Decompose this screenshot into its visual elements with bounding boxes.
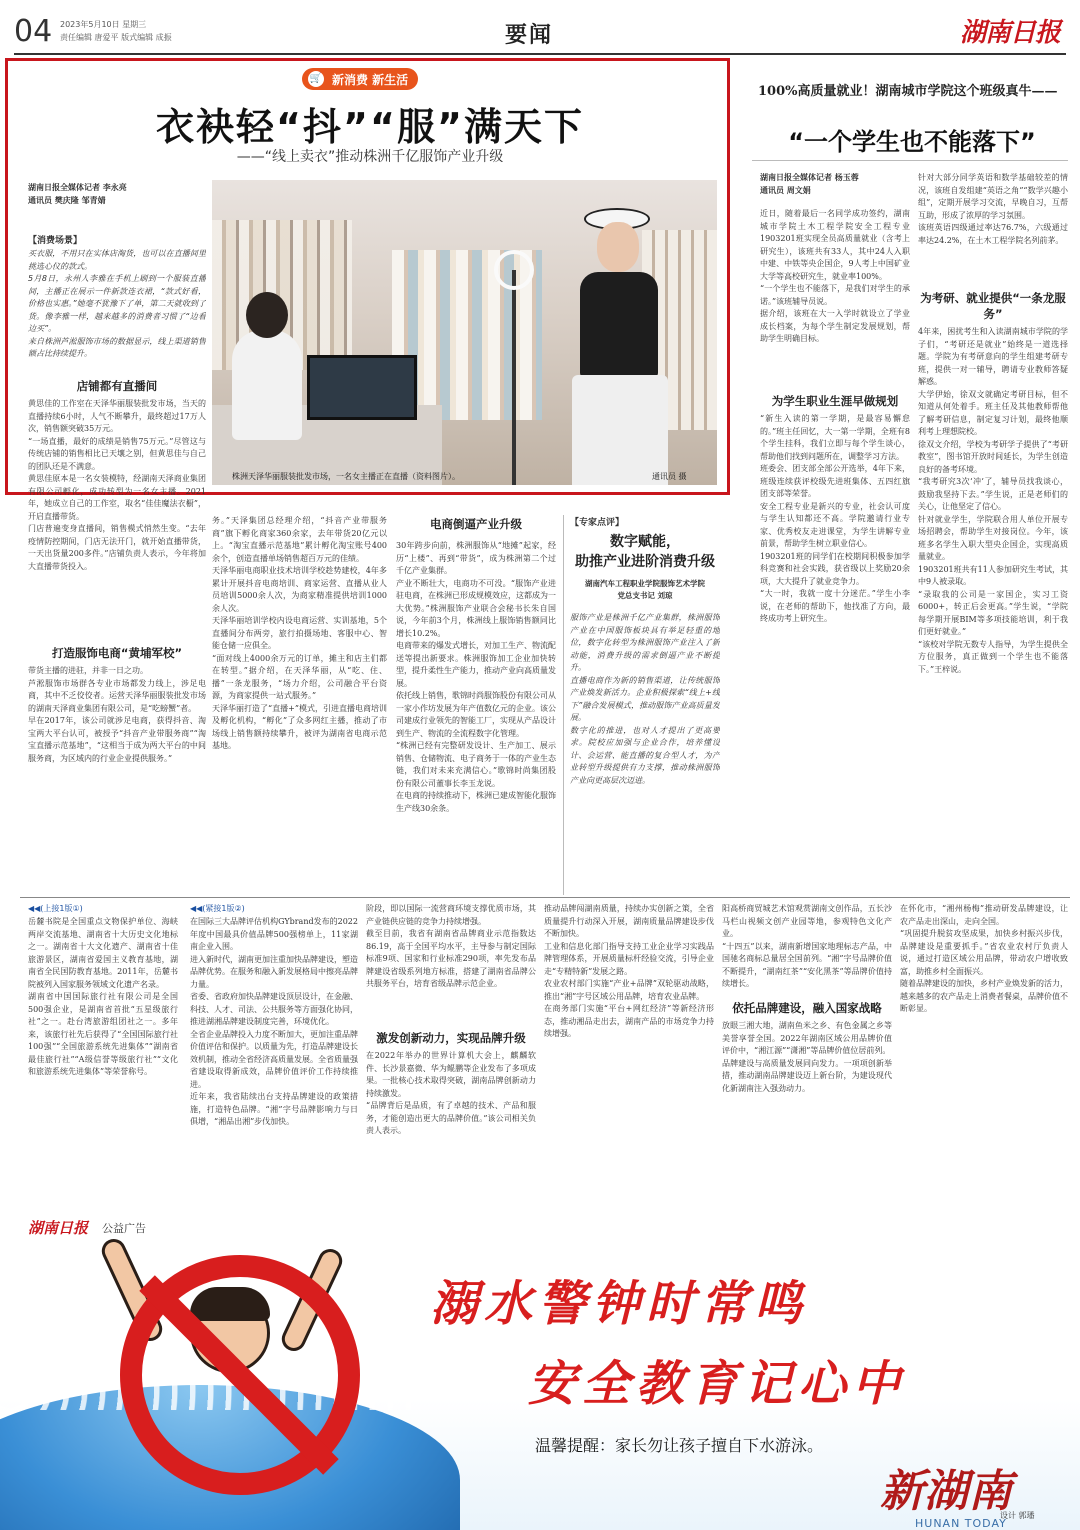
- psa-slogan-2: 安全教育记心中: [528, 1356, 907, 1412]
- lower-col5b: 放眼三湘大地，湖南鱼米之乡、有色金属之乡等美誉享誉全国。2022年湖南区域公用品牌价值评价中，“湘江源”“潇湘”等品牌价值位居前列。 品牌建设与高质量发展同向发力。一项项创新举措，推动湖南品牌建设迈上新台阶，为建设现代化新湖南注入强劲动力。: [722, 1021, 892, 1093]
- paper-logo: 湖南日报: [960, 18, 1061, 48]
- feature-tag: 🛒 新消费 新生活: [302, 68, 418, 90]
- lower-col1: 岳麓书院是全国重点文物保护单位、海峡两岸交流基地、湖南省十大历史文化地标之一。湖南省十大文化遗产、湖南省十佳旅游景区，湖南省爱国主义教育基地，湖南省全民国防教育基地。2011年，岳麓书院被列入国家服务领域文化遗产名录。 湖南省中国国际旅行社有限公司是全国500强企业，是湖南省首批“五星级旅行社”之一。赴台湾旅游组团社之一。多年来，该旅行社先后获得了“全国国际旅行社100强”“全国旅游系统先进集体”“湖南省最佳旅行社”“A级信誉等级旅行社”“文化和旅游系统先进集体”等荣誉称号。: [28, 917, 178, 1076]
- lower-col3b: 在2022年举办的世界计算机大会上，麒麟软件、长沙景嘉微、华为鲲鹏等企业发布了多项成果。一批核心技术取得突破，湖南品牌创新动力持续激发。 “品牌背后是品质，有了卓越的技术、产品和服务，才能创造出更大的品牌价值。”该公司相关负责人表示。: [366, 1051, 536, 1135]
- right-colB: 针对大部分同学英语和数学基础较差的情况，该班自发组建“英语之角”“数学兴趣小组”，定期开展学习交流，早晚自习，互帮互助，形成了浓厚的学习氛围。 该班英语四级通过率达76.7%，六级通过率达24.2%，在土木工程学院名列前茅。: [918, 173, 1068, 245]
- psa-ad: [0, 1205, 1080, 1530]
- subhead-stores-live: 店铺都有直播间: [76, 379, 158, 393]
- feature-col3: 30年跨步向前，株洲服饰从“地摊”起家，经历“上楼”、再到“带货”，成为株洲第二个过千亿产业集群。 产业不断壮大，电商功不可没。“服饰产业进驻电商，在株洲已形成规模效应，这都成为一大优势。”株洲服饰产业联合会秘书长朱自国说，今年前3个月，株洲线上服饰销售额同比增长10.2%。 电商带来的爆发式增长，对加工生产、物流配送等提出新要求。株洲服饰加工企业加快转型，提升柔性生产能力，推动产业向高质量发展。 依托线上销售，歌锦时尚服饰股份有限公司从一家小作坊发展为年产值数亿元的企业。该公司建成行业领先的智能工厂，实现从产品设计到生产、物流的全流程数字化管理。 “株洲已经有完整研发设计、生产加工、展示销售、仓储物流、电子商务于一体的产业生态链，我们对未来充满信心。”歌锦时尚集团股份有限公司董事长李玉龙说。 在电商的持续推动下，株洲已建成智能化服饰生产线30余条。: [396, 541, 556, 813]
- expert-title: 数字赋能， 助推产业进阶消费升级: [575, 534, 715, 570]
- photo-credit: 通讯员 摄: [652, 472, 687, 481]
- scene-head: 【消费场景】: [28, 236, 83, 246]
- subhead-innovation: 激发创新动力，实现品牌升级: [376, 1031, 526, 1045]
- editor-line: 责任编辑 唐爱平 版式编辑 成振: [60, 33, 172, 42]
- masthead: [0, 0, 1080, 56]
- expert-tag: 【专家点评】: [570, 518, 625, 528]
- lower-col4: 推动品牌闯湖南质量，持续办实创新之策，全省质量提升行动深入开展，湖南质量品牌建设步伐不断加快。 工业和信息化部门指导支持工业企业学习实践品牌管理体系，开展质量标杆经验交流，引导企业走“专精特新”发展之路。 农业农村部门实施“产业+品牌”双轮驱动战略，推出“湘”字号区域公用品牌，培育农业品牌。 在商务部门实施“平台+网红经济”等新经济形态，推动湘品走出去，湖南产品的市场竞争力持续增强。: [544, 904, 714, 1038]
- section-title: 要闻: [505, 23, 554, 48]
- date-line: 2023年5月10日 星期三: [60, 20, 147, 29]
- monitor: [307, 355, 417, 420]
- lower-col3: 阶段，即以国际一流营商环境支撑优质市场，其产业链供应链的竞争力持续增强。 截至目前，我省有湖南省品牌商业示范指数达86.19，高于全国平均水平，主导参与制定国际标准9项、国家和行业标准290项，率先发布品牌建设省级系列地方标准，搭建了湖南省品牌公共服务平台，培育省级品牌示范企业。: [366, 904, 536, 988]
- feature-photo: [212, 180, 717, 485]
- psa-brand: 湖南日报: [28, 1219, 89, 1237]
- psa-slogan-1: 溺水警钟时常鸣: [430, 1276, 809, 1332]
- psa-credit: 设计 郭璠: [1000, 1511, 1035, 1520]
- right-byline: 湖南日报全媒体记者 杨玉蓉 通讯员 周文娟: [760, 173, 859, 195]
- right-headline: “一个学生也不能落下”: [788, 128, 1036, 156]
- jump-line-2[interactable]: ◀◀(紧接1版②): [190, 904, 245, 913]
- right-colB2: 4年来，困扰考生和入读湖南城市学院的学子们，“考研还是就业”始终是一道选择题。学院为有考研意向的学生组建考研专班，提供一对一辅导，聘请专业教师答疑解惑。 大学伊始，徐双文就确定考研目标，但不知道从何处着手。班主任及其他教师帮他了解考研信息，制定复习计划，最终他顺利考上理想院校。 徐双文介绍，学校为考研学子提供了“考研教室”，图书馆开放时间延长，为学生创造良好的备考环境。 “我考研究3次‘冲’了，辅导员找我谈心，鼓励我坚持下去。”学生说，正是老师们的关心，让他坚定了信心。 针对就业学生，学院联合用人单位开展专场招聘会，帮助学生对接岗位。今年，该班多名学生入职大型央企国企，实现高质量就业。 1903201班共有11人参加研究生考试，其中9人被录取。 “录取我的公司是一家国企，实习工资6000+，转正后会更高。”学生说，“学院每学期开展BIM等多项技能培训，利于我们更好就业。” “该校对学院无数专人指导，为学生提供全方位服务，真正做到一个学生也不能落下。”王梓说。: [918, 327, 1068, 674]
- jump-line-1[interactable]: ◀◀(上接1版①): [28, 904, 83, 913]
- feature-col1: 黄思佳的工作室在天泽华丽服装批发市场，当天的直播持续6小时，人气不断攀升，最终超过17万人次，销售额突破35万元。 “一场直播，最好的成绩是销售75万元。”尽管这与传统店铺的销售相比已天壤之别，但黄思佳与自己的团队还是不满意。 黄思佳原本是一名女装模特，经湖南天泽商业集团有限公司孵化，成功转型为一名女主播。2021年，她成立自己的工作室，取名“佳佳魔法衣橱”，开启直播带货。 门店普遍变身直播间，销售模式悄然生变。“去年疫情防控期间，门店无法开门，就开始直播带货，一天出货量200多件。”店铺负责人表示，今年将加大直播带货投入。: [28, 399, 206, 571]
- streamer-head: [597, 222, 639, 272]
- xinhunan-logo: 新湖南: [880, 1466, 1012, 1517]
- expert-text: 服饰产业是株洲千亿产业集群，株洲服饰产业在中国服饰板块具有举足轻重的地位，数字化转型为株洲服饰产业注入了新动能，消费升级的需求倒逼产业不断提升。 直播电商作为新的销售渠道，让传统服饰产业焕发新活力。企业积极探索“线上+线下”融合发展模式，推动服饰产业高质量发展。 数字化的推进，也对人才提出了更高要求。院校应加强与企业合作，培养懂设计、会运营、能直播的复合型人才，为产业转型升级提供有力支撑，推动株洲服饰产业向更高层次迈进。: [570, 613, 720, 785]
- photo-caption: 株洲天泽华丽服装批发市场，一名女主播正在直播（资料图片）。: [232, 472, 460, 481]
- subhead-one-stop-service: 为考研、就业提供“一条龙服务”: [920, 291, 1066, 321]
- feature-col1b: 带货主播的进驻，并非一日之功。 芦淞服饰市场群各专业市场都发力线上，涉足电商，其中不乏佼佼者。运营天泽华丽服装批发市场的湖南天泽商业集团有限公司，是“吃螃蟹”者。 早在2017年，该公司就涉足电商，获得抖音、淘宝两大平台认可，被授予“抖音产业带服务商”“淘宝直播示范基地”，“这相当于成为两大平台的中间服务商，为区域内的行业企业提供服务。”: [28, 666, 206, 763]
- subhead-industry-upgrade: 电商倒逼产业升级: [430, 517, 522, 531]
- feature-headline: 衣袂轻“抖”“服”满天下: [156, 105, 584, 149]
- seated-host-head: [246, 292, 288, 338]
- lower-col2: 在国际三大品牌评估机构GYbrand发布的2022年度中国最具价值品牌500强榜单上，11家湖南企业入围。 进入新时代，湖南更加注重加快品牌建设，塑造品牌优势。在服务和融入新发展格局中擦亮品牌力量。 省委、省政府加快品牌建设顶层设计，在金融、科技、人才、司法、公共服务等方面强化协同，推进湖湘品牌建设制度完善，环境优化。 全省企业品牌投入力度不断加大，更加注重品牌价值评估和保护。以质量为先，打造品牌建设长效机制，推动全省经济高质量发展。全省质量强省建设取得新成效，品牌价值评价工作持续推进。 近年来，我省陆续出台支持品牌建设的政策措施，打造特色品牌。“湘”字号品牌影响力与日俱增，“湘品出湘”步伐加快。: [190, 917, 358, 1126]
- feature-subtitle: ——“线上卖衣”推动株洲千亿服饰产业升级: [236, 149, 504, 165]
- ring-light-stand: [512, 270, 516, 485]
- lower-col5: 阳高桥商贸城艺术馆观赏湖南文创作品，五长沙马栏山视频文创产业园等地，参观特色文化产业。 “十四五”以来，湖南新增国家地理标志产品，中国驰名商标总量居全国前列。“湘”字号品牌价值不断提升，“湖南红茶”“安化黑茶”等品牌价值持续增长。: [722, 904, 892, 988]
- ring-light: [494, 250, 534, 290]
- hunan-today-logo: HUNAN TODAY: [915, 1517, 1007, 1530]
- feature-byline: 湖南日报全媒体记者 李永亮 通讯员 樊庆隆 邹青婧: [28, 183, 127, 205]
- lower-col6: 在怀化市，“湘州杨梅”推动研发品牌建设，让农产品走出深山，走向全国。 “巩固提升脱贫攻坚成果，加快乡村振兴步伐，品牌建设是重要抓手。”省农业农村厅负责人说，通过打造区域公用品牌，带动农户增收致富，助推乡村全面振兴。 随着品牌建设的加快，乡村产业焕发新的活力，越来越多的农产品走上消费者餐桌，品牌价值不断彰显。: [900, 904, 1068, 1013]
- psa-tip: 温馨提醒：家长勿让孩子擅自下水游泳。: [535, 1436, 824, 1455]
- subhead-career-plan: 为学生职业生涯早做规划: [771, 394, 899, 408]
- page-number: 04: [14, 14, 53, 49]
- right-kicker: 100%高质量就业！湖南城市学院这个班级真牛——: [758, 84, 1058, 99]
- seated-host: [232, 330, 302, 440]
- streamer-body: [580, 272, 658, 377]
- subhead-ecommerce-academy: 打造服饰电商“黄埔军校”: [51, 646, 183, 660]
- right-colA: 近日，随着最后一名同学成功签约，湖南城市学院土木工程学院安全工程专业1903201班实现全员高质量就业（含考上研究生），该班共有33人，其中24人入职中建、中铁等央企国企，9人考上中国矿业大学等高校研究生，就业率100%。 “一个学生也不能落下，是我们对学生的承诺。”该班辅导员说。 据介绍，该班在大一入学时就设立了学业成长档案，为每个学生制定发展规划，帮助学生明确目标。: [760, 209, 910, 343]
- expert-byline: 湖南汽车工程职业学院服饰艺术学院 党总支书记 刘琼: [585, 579, 705, 600]
- psa-label: 公益广告: [102, 1222, 146, 1235]
- scene-text: 买衣服，不用只在实体店淘货，也可以在直播间里挑选心仪的款式。 5月8日，永州人李雅在手机上刷到一个服装直播间，主播正在展示一件新款连衣裙，“款式好看，价格也实惠。”她毫不犹豫下了单，第二天就收到了货。像李雅一样，越来越多的消费者习惯了“边看边买”。 来自株洲芦淞服饰市场的数据显示，线上渠道销售额占比持续提升。: [28, 249, 206, 358]
- right-colA2: “新生入读的第一学期，是最容易懈怠的。”班主任回忆，大一第一学期，全班有8个学生挂科，我们立即与每个学生谈心，帮助他们找到问题所在，调整学习方法。 班委会、团支部全部公开选举，4年下来，班级连续获评校级先进班集体、五四红旗团支部等荣誉。 安全工程专业是新兴的专业，社会认可度与学生认知都还不高。学院邀请行业专家、优秀校友走进课堂，为学生讲解专业前景，帮助学生树立职业信心。 1903201班的同学们在校期间积极参加学科竞赛和社会实践，获省级以上奖励20余项，大大提升了就业竞争力。 “大一时，我就一度十分迷茫。”学生小李说，在老师的帮助下，他找准了方向，最终成功考上研究生。: [760, 414, 910, 623]
- streamer-skirt: [572, 375, 668, 485]
- subhead-national-strategy: 依托品牌建设，融入国家战略: [732, 1001, 882, 1015]
- feature-col2: 务。”天泽集团总经理介绍，“抖音产业带服务商”旗下孵化商家360余家，去年带货20亿元以上。“淘宝直播示范基地”累计孵化淘宝账号400余个，创造直播单场销售超百万元的佳绩。 天泽华丽电商职业技术培训学校趁势建校，4年多累计开展抖音电商培训、商家运营、直播从业人员培训5000余人次，为商家精准提供培训1000余人次。 天泽华丽培训学校内设电商运营、实训基地，5个直播间分布两旁，旅行拍摄场地、客服中心、智能仓储一应俱全。 “面对线上4000余万元的订单，摊主和店主们都在转型。”据介绍，在天泽华丽，从“吃、住、播”一条龙服务，“场力介绍，公司融合平台资源，为商家提供一站式服务。” 天泽华丽打造了“直播+”模式，引进直播电商培训及孵化机构，“孵化”了众多网红主播，推动了市场线上销售额持续攀升，被评为湖南省电商示范基地。: [212, 516, 387, 750]
- cart-icon: 🛒: [308, 71, 324, 87]
